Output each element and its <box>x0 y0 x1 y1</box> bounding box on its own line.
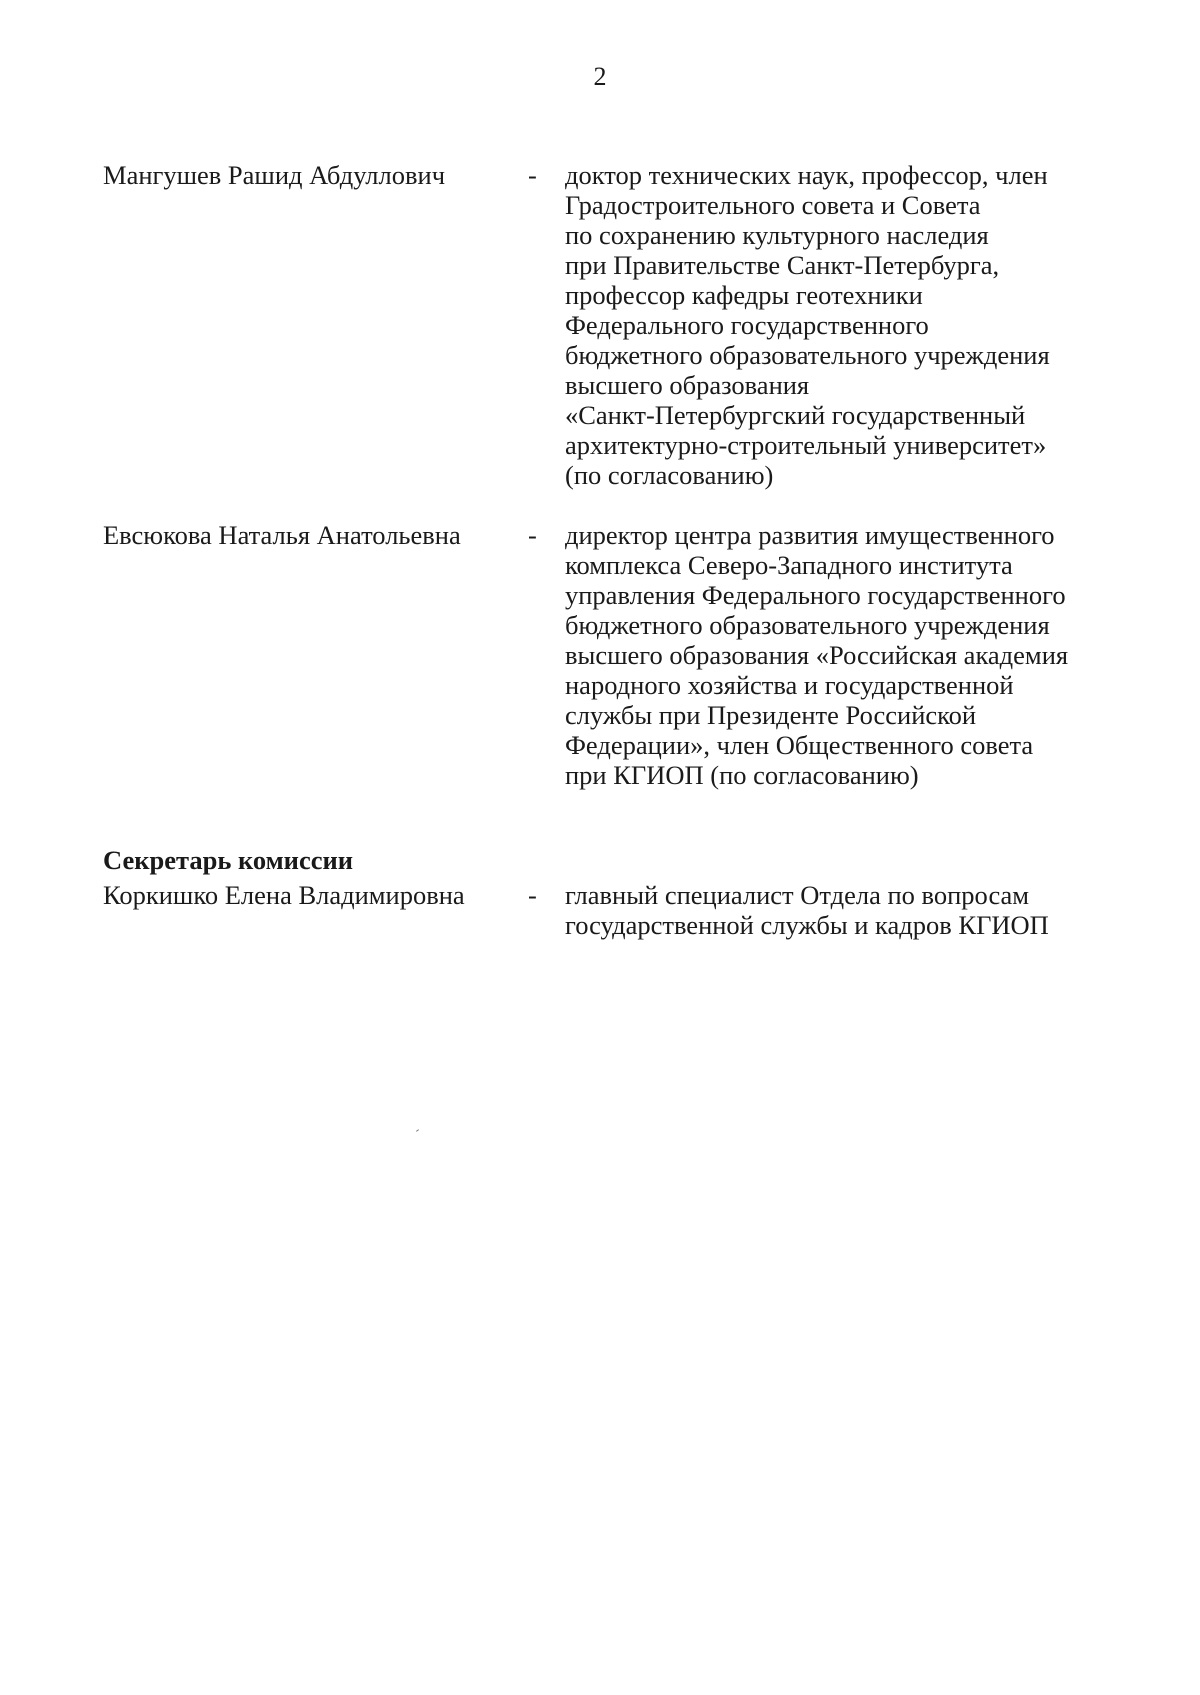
description-line: Федерального государственного <box>565 310 929 340</box>
description-line: по сохранению культурного наследия <box>565 220 989 250</box>
description-line: при КГИОП (по согласованию) <box>565 760 919 790</box>
member-name: Мангушев Рашид Абдуллович <box>103 160 446 190</box>
description-line: службы при Президенте Российской <box>565 700 977 730</box>
description-line: доктор технических наук, профессор, член <box>565 160 1048 190</box>
description-line: Федерации», член Общественного совета <box>565 730 1034 760</box>
description-line: при Правительстве Санкт-Петербурга, <box>565 250 1000 280</box>
separator-dash: - <box>528 880 537 910</box>
description-line: «Санкт-Петербургский государственный <box>565 400 1026 430</box>
member-description <box>565 520 1125 790</box>
description-line: народного хозяйства и государственной <box>565 670 1014 700</box>
description-line: комплекса Северо-Западного института <box>565 550 1013 580</box>
description-line: управления Федерального государственного <box>565 580 1066 610</box>
description-line: главный специалист Отдела по вопросам <box>565 880 1030 910</box>
separator-dash: - <box>528 520 537 550</box>
page-number: 2 <box>593 62 607 91</box>
description-line: высшего образования <box>565 370 810 400</box>
description-line: архитектурно-строительный университет» <box>565 430 1047 460</box>
description-line: высшего образования «Российская академия <box>565 640 1069 670</box>
description-line: директор центра развития имущественного <box>565 520 1055 550</box>
description-line: профессор кафедры геотехники <box>565 280 923 310</box>
description-line: Градостроительного совета и Совета <box>565 190 981 220</box>
member-name: Евсюкова Наталья Анатольевна <box>103 520 461 550</box>
scan-speck <box>416 1129 419 1132</box>
secretary-name: Коркишко Елена Владимировна <box>103 880 465 910</box>
separator-dash: - <box>528 160 537 190</box>
description-line: бюджетного образовательного учреждения <box>565 340 1050 370</box>
secretary-description <box>565 880 1125 940</box>
description-line: бюджетного образовательного учреждения <box>565 610 1050 640</box>
description-line: государственной службы и кадров КГИОП <box>565 910 1049 940</box>
member-description <box>565 160 1125 490</box>
description-line: (по согласованию) <box>565 460 774 490</box>
secretary-heading: Секретарь комиссии <box>103 845 354 875</box>
